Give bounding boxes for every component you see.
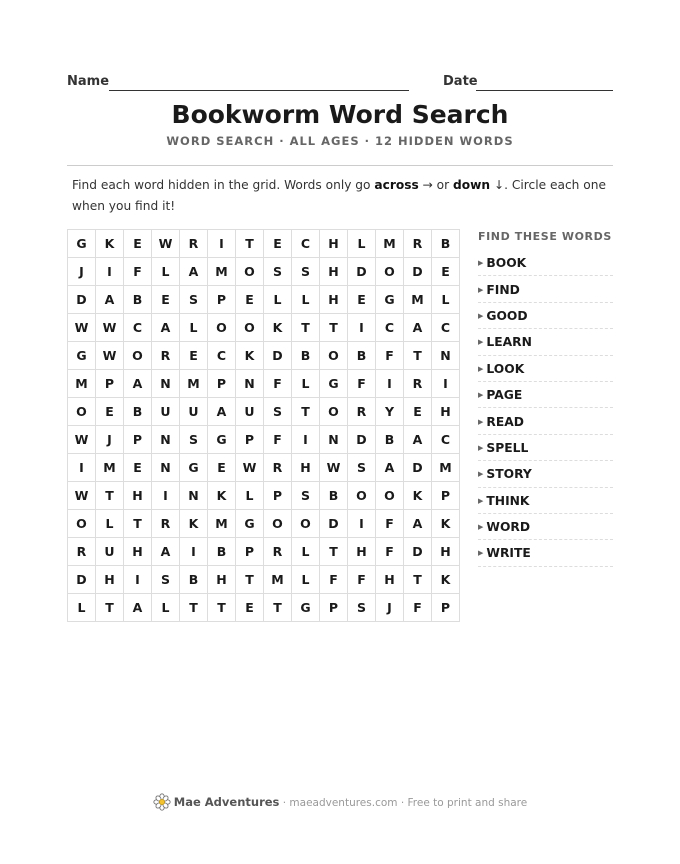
triangle-bullet-icon: ▶	[478, 391, 484, 400]
grid-cell[interactable]: A	[96, 286, 124, 314]
grid-cell[interactable]: H	[376, 566, 404, 594]
grid-cell[interactable]: I	[348, 314, 376, 342]
page-title: Bookworm Word Search	[171, 100, 509, 129]
grid-cell[interactable]: K	[264, 314, 292, 342]
grid-cell[interactable]: H	[124, 538, 152, 566]
grid-cell[interactable]: N	[432, 342, 460, 370]
page-subtitle: WORD SEARCH · ALL AGES · 12 HIDDEN WORDS	[166, 134, 514, 148]
word-label: BOOK	[486, 256, 527, 271]
grid-cell[interactable]: W	[320, 454, 348, 482]
grid-cell[interactable]: T	[320, 314, 348, 342]
grid-cell[interactable]: K	[236, 342, 264, 370]
grid-cell[interactable]: G	[236, 510, 264, 538]
grid-cell[interactable]: M	[68, 370, 96, 398]
grid-cell[interactable]: A	[124, 370, 152, 398]
triangle-bullet-icon: ▶	[478, 285, 484, 294]
grid-cell[interactable]: A	[152, 314, 180, 342]
grid-cell[interactable]: C	[432, 426, 460, 454]
triangle-bullet-icon: ▶	[478, 338, 484, 347]
grid-cell[interactable]: T	[96, 482, 124, 510]
grid-cell[interactable]: S	[292, 258, 320, 286]
grid-row	[68, 482, 460, 510]
grid-cell[interactable]: I	[152, 482, 180, 510]
grid-cell[interactable]: L	[264, 286, 292, 314]
grid-cell[interactable]: O	[320, 398, 348, 426]
footer-info: · maeadventures.com · Free to print and share	[279, 797, 528, 809]
grid-cell[interactable]: L	[152, 258, 180, 286]
grid-row	[68, 258, 460, 286]
word-list-item	[478, 330, 613, 355]
grid-cell[interactable]: H	[320, 230, 348, 258]
grid-cell[interactable]: G	[68, 230, 96, 258]
grid-cell[interactable]: O	[376, 258, 404, 286]
word-label: PAGE	[486, 388, 523, 403]
grid-cell[interactable]: R	[68, 538, 96, 566]
grid-cell[interactable]: D	[320, 510, 348, 538]
grid-cell[interactable]: D	[404, 454, 432, 482]
grid-cell[interactable]: U	[236, 398, 264, 426]
grid-cell[interactable]: W	[68, 482, 96, 510]
grid-cell[interactable]: O	[68, 510, 96, 538]
grid-cell[interactable]: O	[320, 342, 348, 370]
triangle-bullet-icon: ▶	[478, 549, 484, 558]
date-field-line	[476, 90, 613, 91]
grid-cell[interactable]: C	[208, 342, 236, 370]
grid-cell[interactable]: L	[96, 510, 124, 538]
grid-cell[interactable]: U	[180, 398, 208, 426]
grid-cell[interactable]: S	[180, 286, 208, 314]
word-list-item	[478, 383, 613, 408]
grid-cell[interactable]: D	[348, 426, 376, 454]
grid-cell[interactable]: J	[96, 426, 124, 454]
grid-cell[interactable]: U	[152, 398, 180, 426]
grid-cell[interactable]: L	[292, 566, 320, 594]
grid-cell[interactable]: O	[292, 510, 320, 538]
grid-cell[interactable]: K	[96, 230, 124, 258]
grid-cell[interactable]: T	[124, 510, 152, 538]
grid-cell[interactable]: A	[124, 594, 152, 622]
grid-cell[interactable]: R	[404, 370, 432, 398]
word-list-item	[478, 515, 613, 540]
grid-cell[interactable]: K	[432, 566, 460, 594]
word-label: LEARN	[486, 335, 532, 350]
grid-cell[interactable]: H	[320, 286, 348, 314]
word-list-item	[478, 409, 613, 434]
grid-cell[interactable]: W	[96, 314, 124, 342]
triangle-bullet-icon: ▶	[478, 417, 484, 426]
grid-cell[interactable]: E	[124, 454, 152, 482]
grid-cell[interactable]: C	[432, 314, 460, 342]
grid-cell[interactable]: E	[124, 230, 152, 258]
across-word: across	[374, 178, 419, 192]
grid-cell[interactable]: D	[264, 342, 292, 370]
word-list-item	[478, 541, 613, 566]
grid-row	[68, 454, 460, 482]
daisy-icon	[153, 793, 171, 811]
grid-cell[interactable]: B	[124, 398, 152, 426]
grid-cell[interactable]: A	[404, 314, 432, 342]
triangle-bullet-icon: ▶	[478, 259, 484, 268]
grid-cell[interactable]: T	[236, 230, 264, 258]
grid-cell[interactable]: A	[208, 398, 236, 426]
grid-cell[interactable]: I	[208, 230, 236, 258]
grid-cell[interactable]: A	[376, 454, 404, 482]
grid-cell[interactable]: O	[236, 314, 264, 342]
grid-cell[interactable]: H	[320, 258, 348, 286]
grid-cell[interactable]: R	[348, 398, 376, 426]
grid-cell[interactable]: E	[208, 454, 236, 482]
grid-cell[interactable]: I	[376, 370, 404, 398]
grid-cell[interactable]: P	[124, 426, 152, 454]
triangle-bullet-icon: ▶	[478, 523, 484, 532]
grid-cell[interactable]: L	[236, 482, 264, 510]
grid-cell[interactable]: N	[152, 426, 180, 454]
name-date-row	[67, 74, 613, 94]
word-list-item	[478, 251, 613, 276]
grid-cell[interactable]: O	[68, 398, 96, 426]
triangle-bullet-icon: ▶	[478, 443, 484, 452]
grid-cell[interactable]: H	[292, 454, 320, 482]
grid-cell[interactable]: T	[180, 594, 208, 622]
word-label: STORY	[486, 467, 532, 482]
grid-row	[68, 426, 460, 454]
grid-cell[interactable]: P	[432, 594, 460, 622]
grid-cell[interactable]: W	[96, 342, 124, 370]
grid-cell[interactable]: G	[376, 286, 404, 314]
grid-row	[68, 566, 460, 594]
grid-cell[interactable]: S	[180, 426, 208, 454]
grid-cell[interactable]: S	[152, 566, 180, 594]
grid-cell[interactable]: R	[152, 342, 180, 370]
grid-cell[interactable]: P	[208, 286, 236, 314]
grid-cell[interactable]: H	[124, 482, 152, 510]
brand-name: Mae Adventures	[173, 795, 280, 809]
grid-cell[interactable]: E	[180, 342, 208, 370]
name-field-line	[109, 90, 409, 91]
grid-row	[68, 398, 460, 426]
word-list-item	[478, 304, 613, 329]
grid-cell[interactable]: F	[348, 370, 376, 398]
grid-cell[interactable]: R	[180, 230, 208, 258]
grid-cell[interactable]: B	[432, 230, 460, 258]
name-label: Name	[67, 74, 110, 89]
grid-row	[68, 594, 460, 622]
grid-cell[interactable]: P	[236, 426, 264, 454]
grid-cell[interactable]: S	[348, 594, 376, 622]
grid-cell[interactable]: N	[320, 426, 348, 454]
grid-cell[interactable]: H	[208, 566, 236, 594]
grid-cell[interactable]: R	[404, 230, 432, 258]
grid-cell[interactable]: O	[124, 342, 152, 370]
grid-cell[interactable]: R	[264, 454, 292, 482]
word-list-heading: FIND THESE WORDS	[478, 230, 612, 243]
grid-cell[interactable]: D	[404, 538, 432, 566]
grid-cell[interactable]: L	[68, 594, 96, 622]
grid-cell[interactable]: M	[180, 370, 208, 398]
grid-cell[interactable]: F	[348, 566, 376, 594]
grid-cell[interactable]: E	[96, 398, 124, 426]
grid-cell[interactable]: H	[348, 538, 376, 566]
grid-cell[interactable]: I	[292, 426, 320, 454]
grid-cell[interactable]: M	[404, 286, 432, 314]
word-list-item	[478, 277, 613, 302]
grid-cell[interactable]: U	[96, 538, 124, 566]
grid-cell[interactable]: O	[264, 510, 292, 538]
grid-cell[interactable]: B	[320, 482, 348, 510]
grid-cell[interactable]: E	[264, 230, 292, 258]
grid-cell[interactable]: G	[180, 454, 208, 482]
grid-cell[interactable]: T	[320, 538, 348, 566]
grid-cell[interactable]: C	[292, 230, 320, 258]
grid-cell[interactable]: W	[236, 454, 264, 482]
grid-cell[interactable]: O	[348, 482, 376, 510]
grid-cell[interactable]: T	[292, 314, 320, 342]
grid-cell[interactable]: O	[236, 258, 264, 286]
grid-cell[interactable]: B	[376, 426, 404, 454]
grid-cell[interactable]: I	[348, 510, 376, 538]
grid-cell[interactable]: J	[376, 594, 404, 622]
grid-cell[interactable]: T	[404, 342, 432, 370]
grid-cell[interactable]: A	[180, 258, 208, 286]
down-word: down	[453, 178, 491, 192]
grid-cell[interactable]: E	[432, 258, 460, 286]
letter-grid	[67, 229, 460, 622]
grid-cell[interactable]: P	[208, 370, 236, 398]
grid-cell[interactable]: I	[180, 538, 208, 566]
word-label: GOOD	[486, 308, 528, 323]
word-list-item	[478, 357, 613, 382]
word-list-item	[478, 462, 613, 487]
grid-cell[interactable]: T	[404, 566, 432, 594]
grid-cell[interactable]: L	[292, 538, 320, 566]
grid-cell[interactable]: S	[292, 482, 320, 510]
grid-cell[interactable]: F	[376, 538, 404, 566]
grid-cell[interactable]: B	[292, 342, 320, 370]
grid-cell[interactable]: M	[264, 566, 292, 594]
grid-cell[interactable]: Y	[376, 398, 404, 426]
grid-cell[interactable]: K	[208, 482, 236, 510]
grid-cell[interactable]: L	[292, 370, 320, 398]
grid-cell[interactable]: O	[208, 314, 236, 342]
grid-row	[68, 538, 460, 566]
grid-cell[interactable]: E	[236, 286, 264, 314]
grid-cell[interactable]: P	[432, 482, 460, 510]
grid-cell[interactable]: F	[124, 258, 152, 286]
grid-cell[interactable]: K	[180, 510, 208, 538]
word-label: WORD	[486, 520, 531, 535]
triangle-bullet-icon: ▶	[478, 496, 484, 505]
grid-row	[68, 230, 460, 258]
grid-cell[interactable]: F	[320, 566, 348, 594]
grid-cell[interactable]: N	[152, 454, 180, 482]
word-label: WRITE	[486, 546, 531, 561]
grid-cell[interactable]: M	[432, 454, 460, 482]
triangle-bullet-icon: ▶	[478, 311, 484, 320]
grid-cell[interactable]: E	[404, 398, 432, 426]
grid-cell[interactable]: N	[152, 370, 180, 398]
grid-cell[interactable]: L	[152, 594, 180, 622]
grid-cell[interactable]: L	[292, 286, 320, 314]
grid-cell[interactable]: B	[124, 286, 152, 314]
grid-cell[interactable]: F	[376, 342, 404, 370]
grid-cell[interactable]: G	[68, 342, 96, 370]
grid-cell[interactable]: R	[264, 538, 292, 566]
grid-cell[interactable]: K	[404, 482, 432, 510]
instructions: Find each word hidden in the grid. Words only go across → or down ↓. Circle each one when you find it!	[72, 178, 606, 213]
grid-row	[68, 314, 460, 342]
grid-cell[interactable]: C	[376, 314, 404, 342]
grid-cell[interactable]: H	[432, 538, 460, 566]
grid-row	[68, 286, 460, 314]
grid-cell[interactable]: O	[376, 482, 404, 510]
grid-cell[interactable]: G	[292, 594, 320, 622]
grid-cell[interactable]: F	[376, 510, 404, 538]
grid-cell[interactable]: T	[292, 398, 320, 426]
divider	[67, 165, 613, 166]
triangle-bullet-icon: ▶	[478, 470, 484, 479]
grid-cell[interactable]: M	[208, 258, 236, 286]
grid-cell[interactable]: S	[264, 258, 292, 286]
grid-cell[interactable]: B	[208, 538, 236, 566]
grid-cell[interactable]: M	[208, 510, 236, 538]
grid-cell[interactable]: M	[376, 230, 404, 258]
grid-cell[interactable]: P	[264, 482, 292, 510]
grid-cell[interactable]: S	[264, 398, 292, 426]
grid-cell[interactable]: W	[68, 426, 96, 454]
grid-cell[interactable]: E	[236, 594, 264, 622]
grid-cell[interactable]: N	[236, 370, 264, 398]
grid-cell[interactable]: P	[96, 370, 124, 398]
grid-row	[68, 510, 460, 538]
grid-cell[interactable]: C	[124, 314, 152, 342]
grid-cell[interactable]: T	[264, 594, 292, 622]
grid-cell[interactable]: G	[208, 426, 236, 454]
grid-cell[interactable]: I	[124, 566, 152, 594]
grid-cell[interactable]: H	[432, 398, 460, 426]
grid-cell[interactable]: M	[96, 454, 124, 482]
grid-cell[interactable]: G	[320, 370, 348, 398]
grid-cell[interactable]: J	[68, 258, 96, 286]
grid-cell[interactable]: B	[180, 566, 208, 594]
word-label: THINK	[486, 493, 530, 508]
grid-cell[interactable]: S	[348, 454, 376, 482]
grid-cell[interactable]: E	[348, 286, 376, 314]
word-label: FIND	[486, 282, 520, 297]
word-label: LOOK	[486, 361, 525, 376]
grid-cell[interactable]: A	[152, 538, 180, 566]
grid-cell[interactable]: D	[404, 258, 432, 286]
grid-cell[interactable]: K	[432, 510, 460, 538]
grid-cell[interactable]: L	[432, 286, 460, 314]
grid-cell[interactable]: E	[152, 286, 180, 314]
word-list	[478, 229, 613, 568]
grid-cell[interactable]: F	[264, 370, 292, 398]
grid-cell[interactable]: P	[320, 594, 348, 622]
triangle-bullet-icon: ▶	[478, 364, 484, 373]
grid-cell[interactable]: L	[180, 314, 208, 342]
grid-cell[interactable]: L	[348, 230, 376, 258]
grid-row	[68, 342, 460, 370]
grid-cell[interactable]: P	[236, 538, 264, 566]
grid-cell[interactable]: A	[404, 426, 432, 454]
grid-cell[interactable]: R	[152, 510, 180, 538]
grid-cell[interactable]: W	[152, 230, 180, 258]
grid-cell[interactable]: F	[264, 426, 292, 454]
date-label: Date	[443, 74, 478, 89]
grid-cell[interactable]: A	[404, 510, 432, 538]
grid-cell[interactable]: F	[404, 594, 432, 622]
grid-row	[68, 370, 460, 398]
word-label: READ	[486, 414, 524, 429]
grid-cell[interactable]: W	[68, 314, 96, 342]
footer	[0, 793, 680, 811]
grid-cell[interactable]: I	[432, 370, 460, 398]
grid-cell[interactable]: T	[236, 566, 264, 594]
word-list-item	[478, 489, 613, 514]
grid-cell[interactable]: I	[68, 454, 96, 482]
grid-cell[interactable]: T	[96, 594, 124, 622]
grid-cell[interactable]: B	[348, 342, 376, 370]
grid-cell[interactable]: D	[68, 566, 96, 594]
grid-cell[interactable]: D	[68, 286, 96, 314]
word-label: SPELL	[486, 440, 529, 455]
word-list-item	[478, 436, 613, 461]
grid-cell[interactable]: I	[96, 258, 124, 286]
grid-cell[interactable]: T	[208, 594, 236, 622]
grid-cell[interactable]: D	[348, 258, 376, 286]
grid-cell[interactable]: N	[180, 482, 208, 510]
grid-cell[interactable]: H	[96, 566, 124, 594]
